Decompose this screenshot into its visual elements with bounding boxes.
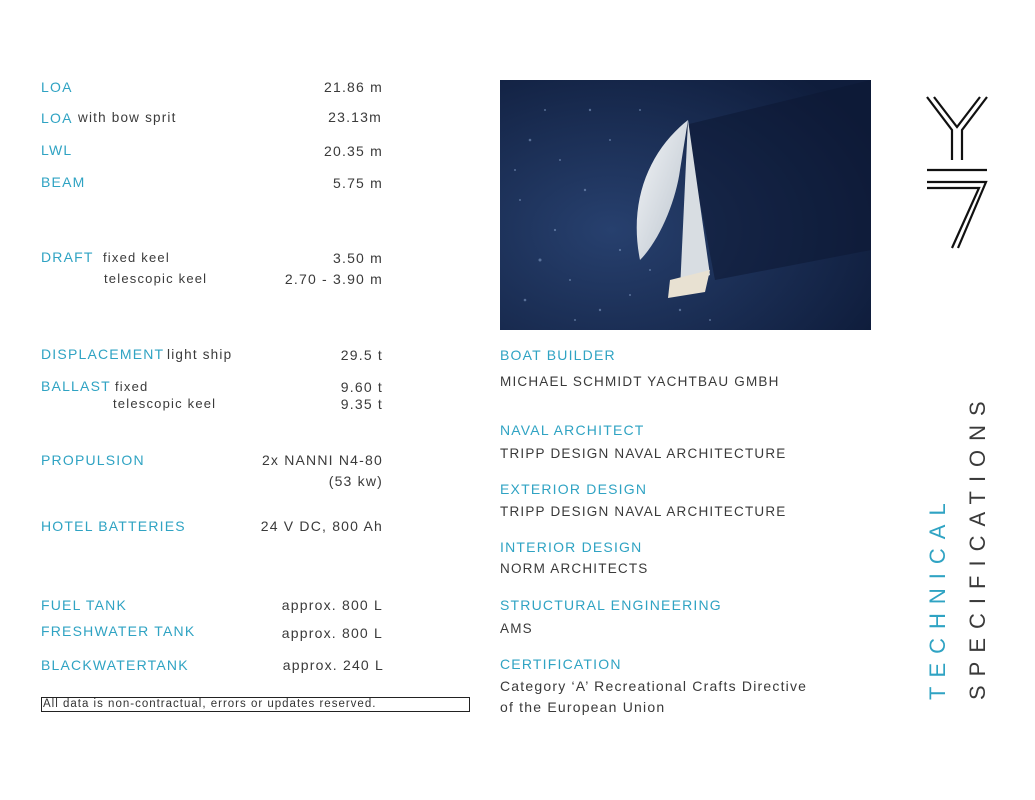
specifications-title: SPECIFICATIONS bbox=[965, 392, 990, 700]
fuel-tank-value: approx. 800 L bbox=[281, 597, 383, 613]
y7-logo-mark bbox=[924, 92, 990, 252]
certification-label: CERTIFICATION bbox=[500, 656, 622, 672]
certification-value-line1: Category ‘A’ Recreational Crafts Directive bbox=[500, 678, 808, 694]
freshwater-tank-value: approx. 800 L bbox=[281, 625, 383, 641]
freshwater-tank-label: FRESHWATER TANK bbox=[41, 623, 196, 639]
propulsion-value-kw: (53 kw) bbox=[328, 473, 383, 489]
loa-bow-value: 23.13m bbox=[328, 109, 382, 125]
beam-value: 5.75 m bbox=[333, 175, 383, 191]
ballast-label: BALLAST bbox=[41, 378, 111, 394]
technical-title: TECHNICAL bbox=[925, 494, 950, 700]
y7-logo bbox=[924, 92, 990, 257]
loa-bow-sub: with bow sprit bbox=[78, 110, 177, 125]
hotel-batteries-label: HOTEL BATTERIES bbox=[41, 518, 186, 534]
exterior-design-label: EXTERIOR DESIGN bbox=[500, 481, 648, 497]
structural-engineering-label: STRUCTURAL ENGINEERING bbox=[500, 597, 722, 613]
draft-tele-value: 2.70 - 3.90 m bbox=[284, 271, 383, 287]
ballast-fixed-label: fixed bbox=[115, 379, 149, 394]
naval-architect-label: NAVAL ARCHITECT bbox=[500, 422, 645, 438]
certification-value-line2: of the European Union bbox=[500, 699, 666, 715]
propulsion-value: 2x NANNI N4-80 bbox=[261, 452, 383, 468]
interior-design-label: INTERIOR DESIGN bbox=[500, 539, 643, 555]
ballast-tele-label: telescopic keel bbox=[113, 396, 217, 411]
exterior-design-value: TRIPP DESIGN NAVAL ARCHITECTURE bbox=[500, 504, 787, 519]
ballast-tele-value: 9.35 t bbox=[340, 396, 383, 412]
blackwater-tank-value: approx. 240 L bbox=[282, 657, 384, 673]
draft-fixed-value: 3.50 m bbox=[333, 250, 383, 266]
interior-design-value: NORM ARCHITECTS bbox=[500, 561, 649, 576]
propulsion-label: PROPULSION bbox=[41, 452, 145, 468]
draft-label: DRAFT bbox=[41, 249, 94, 265]
naval-architect-value: TRIPP DESIGN NAVAL ARCHITECTURE bbox=[500, 446, 787, 461]
displacement-value: 29.5 t bbox=[340, 347, 383, 363]
draft-fixed-label: fixed keel bbox=[103, 250, 170, 265]
draft-tele-label: telescopic keel bbox=[104, 271, 208, 286]
fuel-tank-label: FUEL TANK bbox=[41, 597, 128, 613]
builder-label: BOAT BUILDER bbox=[500, 347, 616, 363]
sailboat-photo bbox=[500, 80, 871, 330]
displacement-sub: light ship bbox=[167, 347, 233, 362]
disclaimer-box: All data is non-contractual, errors or updates reserved. bbox=[41, 697, 470, 712]
loa-label: LOA bbox=[41, 79, 73, 95]
builder-value: MICHAEL SCHMIDT YACHTBAU GMBH bbox=[500, 374, 780, 389]
beam-label: BEAM bbox=[41, 174, 86, 190]
ballast-fixed-value: 9.60 t bbox=[340, 379, 383, 395]
lwl-label: LWL bbox=[41, 142, 73, 158]
loa-bow-label: LOA bbox=[41, 110, 73, 126]
loa-value: 21.86 m bbox=[324, 79, 383, 95]
structural-engineering-value: AMS bbox=[500, 621, 533, 636]
sailboat-image bbox=[500, 80, 871, 330]
hotel-batteries-value: 24 V DC, 800 Ah bbox=[260, 518, 383, 534]
lwl-value: 20.35 m bbox=[324, 143, 383, 159]
displacement-label: DISPLACEMENT bbox=[41, 346, 165, 362]
blackwater-tank-label: BLACKWATERTANK bbox=[41, 657, 189, 673]
